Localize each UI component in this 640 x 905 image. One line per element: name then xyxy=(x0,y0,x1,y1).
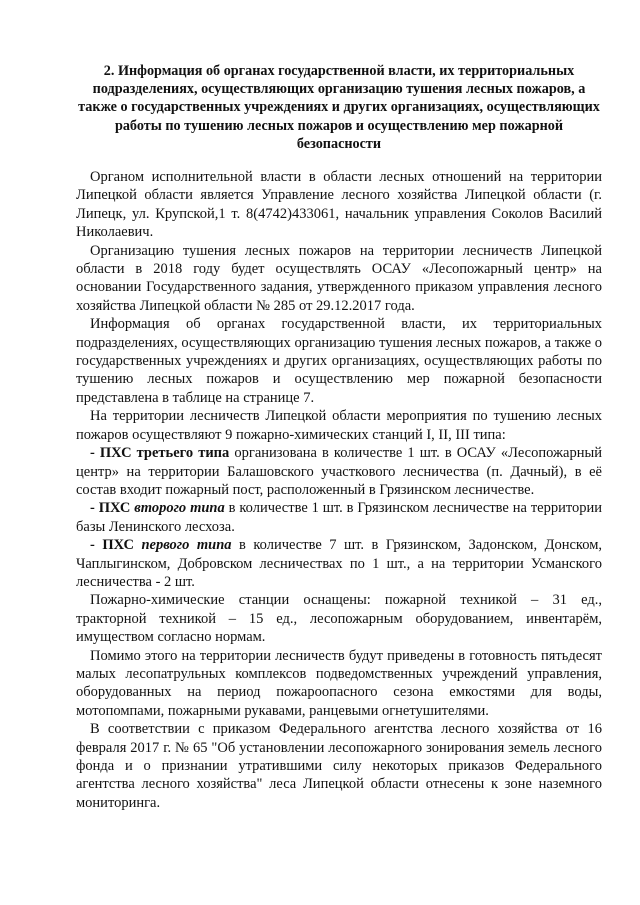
paragraph-pxs-type-2 xyxy=(76,499,602,536)
pxs-type-1-prefix: - ПХС xyxy=(90,537,142,554)
paragraph-patrol-complexes: Помимо этого на территории лесничеств будут приведены в готовность пятьдесят малых лесопатрульных комплексов подведомственных учреждений управления, оборудованных на период пожароопасного сезона емкостями для воды, мотопомпами, пожарными рукавами, ранцевыми огнетушителями. xyxy=(76,647,602,719)
paragraph-executive-authority: Органом исполнительной власти в области лесных отношений на территории Липецкой области является Управление лесного хозяйства Липецкой области (г. Липецк, ул. Крупской,1 т. 8(4742)433061, начальник управления Соколов Василий Николаевич. xyxy=(76,169,602,241)
paragraph-pxs-type-1 xyxy=(76,536,602,591)
pxs-type-2-text: в количестве 1 шт. в Грязинском лесничестве на территории базы Ленинского лесхоза. xyxy=(76,500,603,535)
pxs-type-1-text: в количестве 7 шт. в Грязинском, Задонском, Донском, Чаплыгинском, Добровском лесничествах по 1 шт., а на территории Усманского лесничества - 2 шт. xyxy=(76,537,603,590)
paragraph-station-equipment: Пожарно-химические станции оснащены: пожарной техникой – 31 ед., тракторной техникой – 15 ед., лесопожарным оборудованием, инвентарём, имуществом согласно нормам. xyxy=(76,592,602,646)
pxs-type-1-label: первого типа xyxy=(141,537,232,554)
pxs-type-3-text: организована в количестве 1 шт. в ОСАУ «Лесопожарный центр» на территории Балашовского участкового лесничества (п. Дачный), в её состав входит пожарный пост, расположенный в Грязинском лесничестве. xyxy=(76,445,602,498)
paragraph-organization-of-firefighting: Организацию тушения лесных пожаров на территории лесничеств Липецкой области в 2018 году будет осуществлять ОСАУ «Лесопожарный центр» на основании Государственного задания, утвержденного приказом управления лесного хозяйства Липецкой области № 285 от 29.12.2017 года. xyxy=(76,242,602,314)
paragraph-fire-stations-intro: На территории лесничеств Липецкой области мероприятия по тушению лесных пожаров осуществляют 9 пожарно-химических станций I, II, III типа: xyxy=(76,408,602,443)
document-page xyxy=(76,62,602,812)
section-heading: 2. Информация об органах государственной власти, их территориальных подразделениях, осуществляющих организацию тушения лесных пожаров, а также о государственных учреждениях и других организациях, осуществляющих работы по тушению лесных пожаров и осуществлению мер пожарной безопасности xyxy=(78,63,600,152)
pxs-type-2-prefix: - ПХС xyxy=(90,500,135,517)
paragraph-pxs-type-3 xyxy=(76,444,602,499)
pxs-type-2-label: второго типа xyxy=(134,500,225,517)
paragraph-zoning-order: В соответствии с приказом Федерального агентства лесного хозяйства от 16 февраля 2017 г. № 65 "Об установлении лесопожарного зонирования земель лесного фонда и о признании утратившими силу некоторых приказов Федерального агентства лесного хозяйства" леса Липецкой области отнесены к зоне наземного мониторинга. xyxy=(76,721,602,811)
paragraph-information-reference: Информация об органах государственной власти, их территориальных подразделениях, осуществляющих организацию тушения лесных пожаров, а также о государственных учреждениях и других организациях, осуществляющих работы по тушению лесных пожаров и осуществлению мер пожарной безопасности представлена в таблице на странице 7. xyxy=(76,316,602,406)
pxs-type-3-label: - ПХС третьего типа xyxy=(90,445,230,462)
